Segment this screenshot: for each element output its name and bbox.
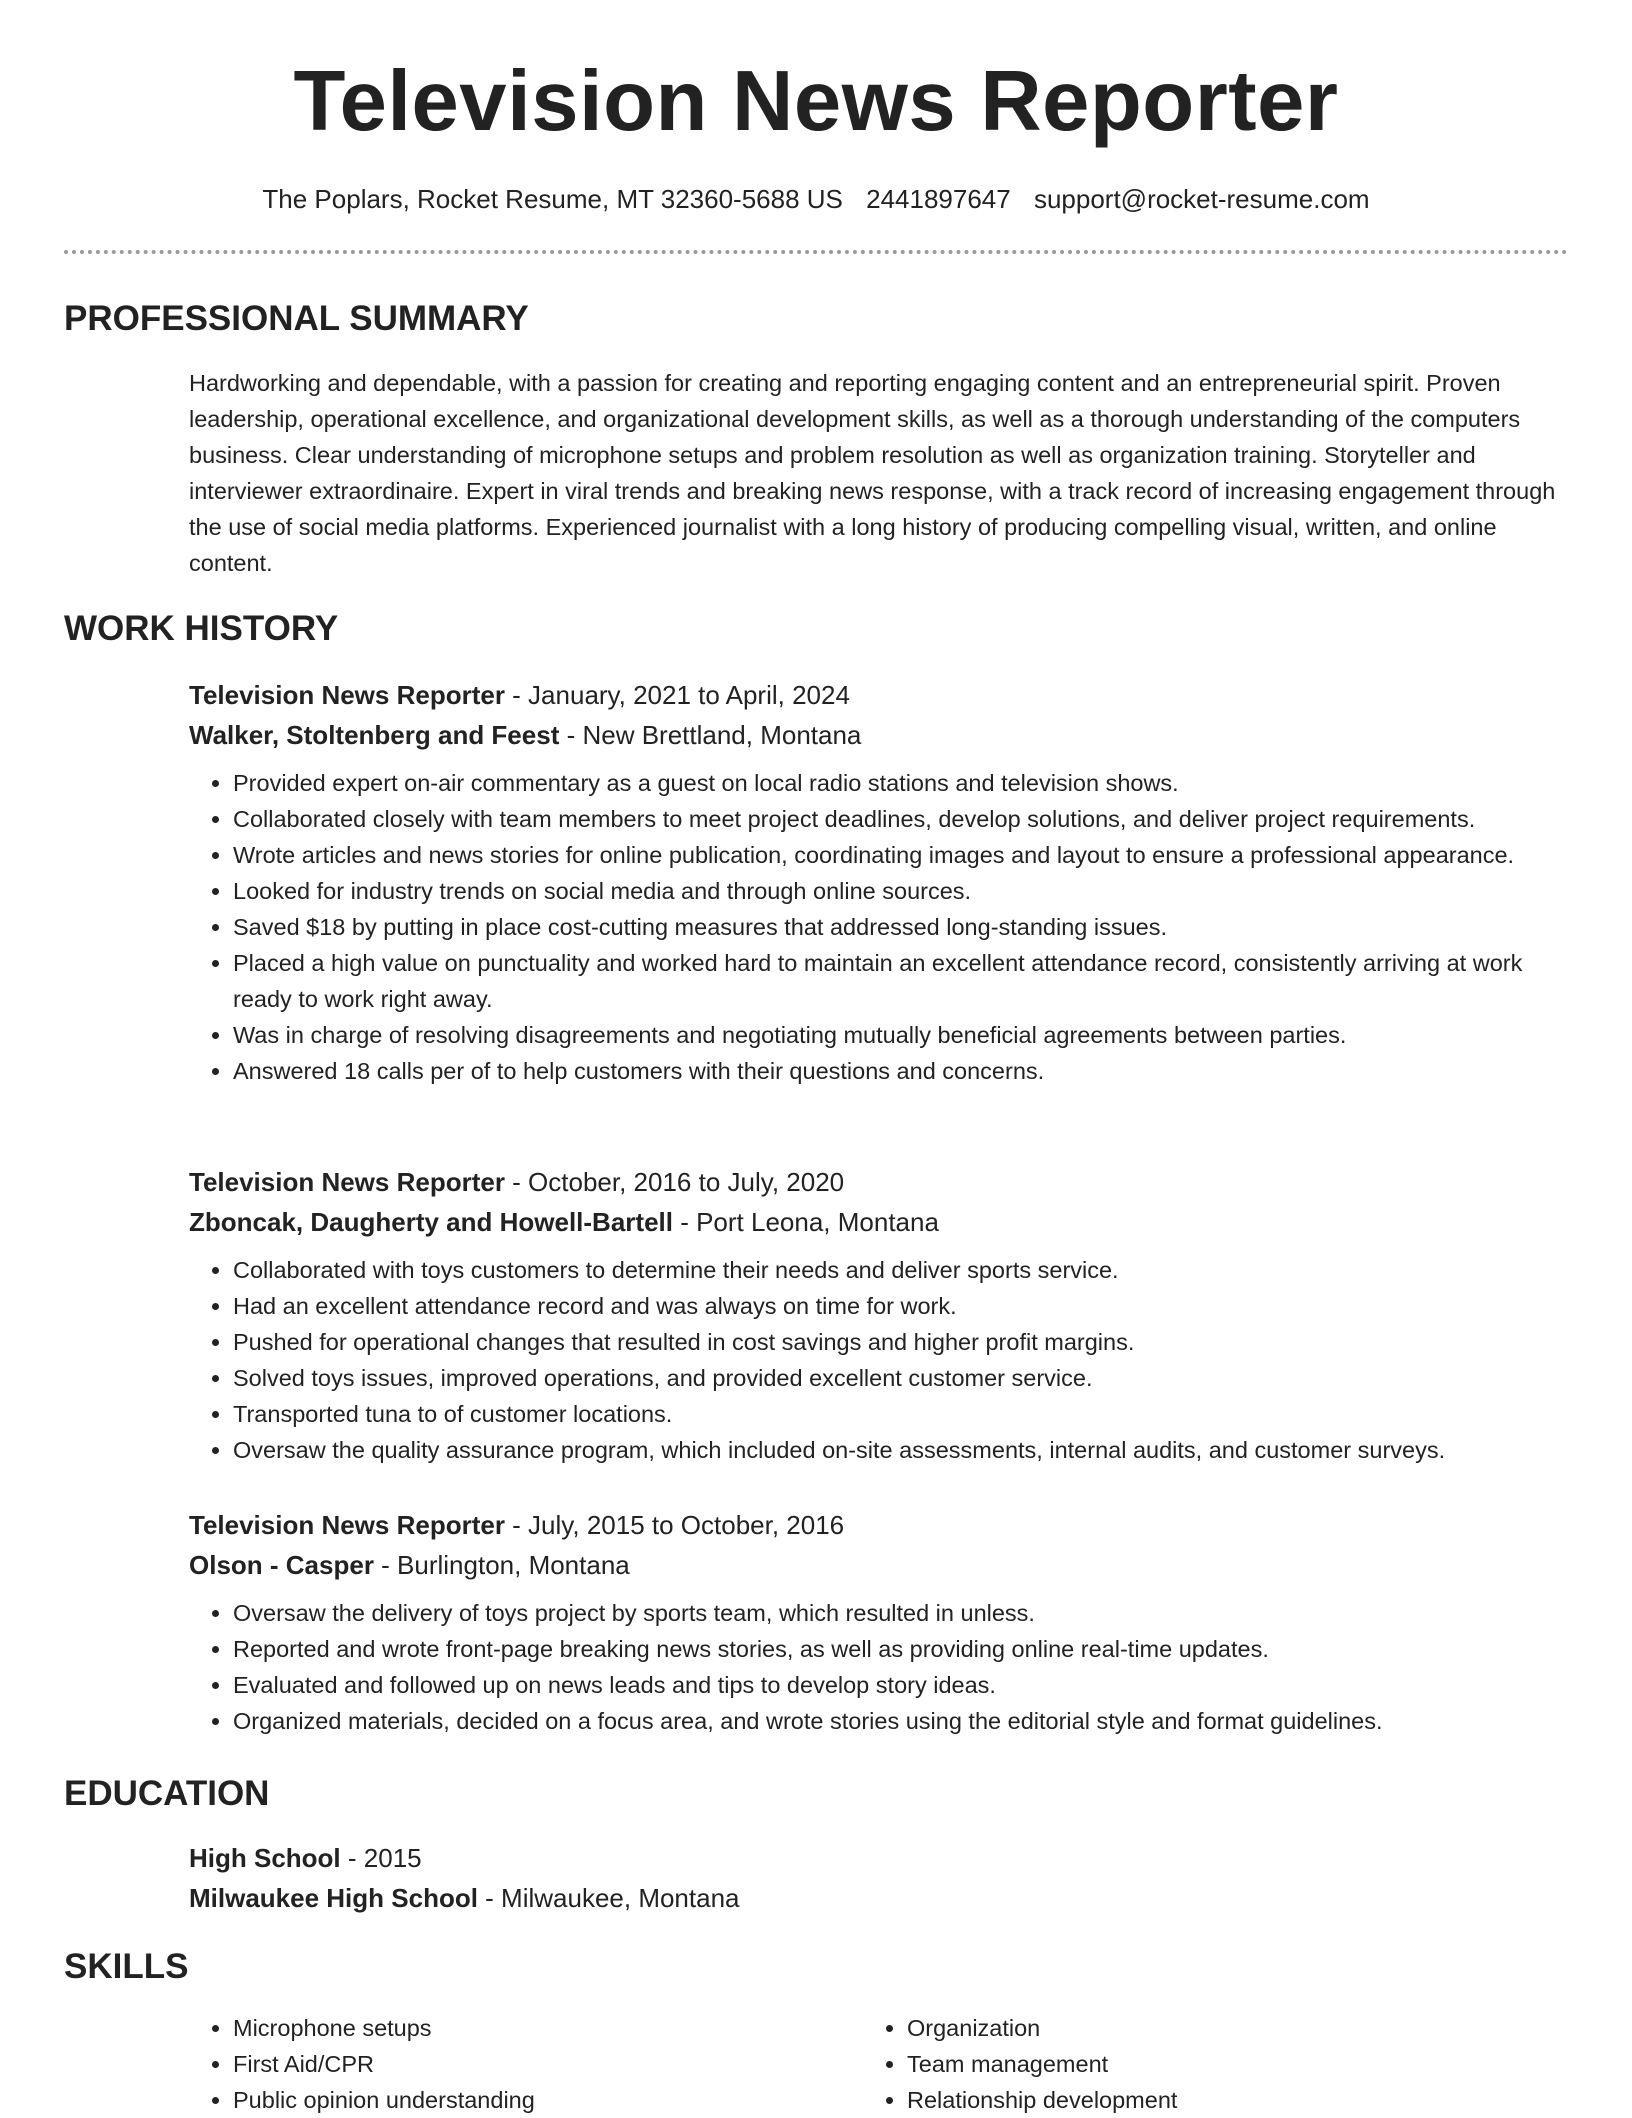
education-entry — [189, 1838, 1569, 1918]
job-bullet: • Saved $18 by putting in place cost-cutting measures that addressed long-standing issues. — [233, 909, 1569, 945]
job-dates: - July, 2015 to October, 2016 — [504, 1510, 845, 1540]
job-dates: - October, 2016 to July, 2020 — [504, 1167, 845, 1197]
job-bullet: • Placed a high value on punctuality and worked hard to maintain an excellent attendance record, consistently arriving at work ready to work right away. — [233, 945, 1569, 1017]
job-dates: - January, 2021 to April, 2024 — [504, 680, 850, 710]
job-bullet: • Collaborated closely with team members to meet project deadlines, develop solutions, and deliver project requirements. — [233, 801, 1569, 837]
job-bullet: • Pushed for operational changes that resulted in cost savings and higher profit margins. — [233, 1324, 1569, 1360]
summary-heading: PROFESSIONAL SUMMARY — [64, 299, 529, 338]
job-bullets — [189, 1252, 1569, 1468]
education-year: - 2015 — [340, 1843, 422, 1873]
skill-item: • Public opinion understanding — [233, 2082, 863, 2118]
skill-item: • Relationship development — [907, 2082, 1537, 2118]
job-bullets — [189, 1595, 1569, 1739]
job-bullet: • Wrote articles and news stories for online publication, coordinating images and layout to ensure a professional appearance. — [233, 837, 1569, 873]
job-bullet: • Reported and wrote front-page breaking news stories, as well as providing online real-time updates. — [233, 1631, 1569, 1667]
job-company: Olson - Casper — [189, 1550, 374, 1580]
job-entry-2 — [189, 1162, 1569, 1468]
summary-text: Hardworking and dependable, with a passion for creating and reporting engaging content and an entrepreneurial spirit. Proven leadership, operational excellence, and organizational development skills, as well as a thorough understanding of the computers business. Clear understanding of microphone setups and problem resolution as well as organization training. Storyteller and interviewer extraordinaire. Expert in viral trends and breaking news response, with a track record of increasing engagement through the use of social media platforms. Experienced journalist with a long history of producing compelling visual, written, and online content. — [189, 370, 1556, 576]
skills-column-right — [863, 2010, 1537, 2118]
job-location: - Port Leona, Montana — [672, 1207, 939, 1237]
skills-list — [189, 2010, 1569, 2118]
contact-email: support@rocket-resume.com — [1033, 184, 1370, 214]
resume-name: Television News Reporter — [293, 54, 1339, 149]
education-degree: High School — [189, 1843, 341, 1873]
job-entry-3 — [189, 1505, 1569, 1739]
job-bullet: • Oversaw the delivery of toys project by sports team, which resulted in unless. — [233, 1595, 1569, 1631]
job-location: - New Brettland, Montana — [559, 720, 862, 750]
job-bullet: • Had an excellent attendance record and was always on time for work. — [233, 1288, 1569, 1324]
job-entry-1 — [189, 675, 1569, 1089]
job-bullet: • Provided expert on-air commentary as a guest on local radio stations and television shows. — [233, 765, 1569, 801]
education-school: Milwaukee High School — [189, 1883, 478, 1913]
skills-column-left — [189, 2010, 863, 2118]
skill-item: • Organization — [907, 2010, 1537, 2046]
job-bullet: • Solved toys issues, improved operations, and provided excellent customer service. — [233, 1360, 1569, 1396]
contact-line — [0, 182, 1632, 216]
job-bullet: • Organized materials, decided on a focus area, and wrote stories using the editorial style and format guidelines. — [233, 1703, 1569, 1739]
job-bullet: • Answered 18 calls per of to help customers with their questions and concerns. — [233, 1053, 1569, 1089]
skill-item: • Team management — [907, 2046, 1537, 2082]
skill-item: • First Aid/CPR — [233, 2046, 863, 2082]
job-company: Zboncak, Daugherty and Howell-Bartell — [189, 1207, 673, 1237]
job-title: Television News Reporter — [189, 1167, 505, 1197]
contact-phone: 2441897647 — [866, 184, 1011, 214]
skills-heading: SKILLS — [64, 1947, 189, 1986]
contact-address: The Poplars, Rocket Resume, MT 32360-5688 US — [262, 184, 843, 214]
job-bullet: • Oversaw the quality assurance program, which included on-site assessments, internal audits, and customer surveys. — [233, 1432, 1569, 1468]
skill-item: • Microphone setups — [233, 2010, 863, 2046]
job-location: - Burlington, Montana — [373, 1550, 630, 1580]
header-divider — [64, 250, 1568, 254]
job-company: Walker, Stoltenberg and Feest — [189, 720, 560, 750]
job-bullet: • Was in charge of resolving disagreements and negotiating mutually beneficial agreements between parties. — [233, 1017, 1569, 1053]
work-history-heading: WORK HISTORY — [64, 609, 339, 648]
education-heading: EDUCATION — [64, 1774, 270, 1813]
job-title: Television News Reporter — [189, 680, 505, 710]
job-bullet: • Looked for industry trends on social media and through online sources. — [233, 873, 1569, 909]
job-bullet: • Transported tuna to of customer locations. — [233, 1396, 1569, 1432]
education-location: - Milwaukee, Montana — [477, 1883, 740, 1913]
job-bullets — [189, 765, 1569, 1089]
job-bullet: • Collaborated with toys customers to determine their needs and deliver sports service. — [233, 1252, 1569, 1288]
job-title: Television News Reporter — [189, 1510, 505, 1540]
job-bullet: • Evaluated and followed up on news leads and tips to develop story ideas. — [233, 1667, 1569, 1703]
